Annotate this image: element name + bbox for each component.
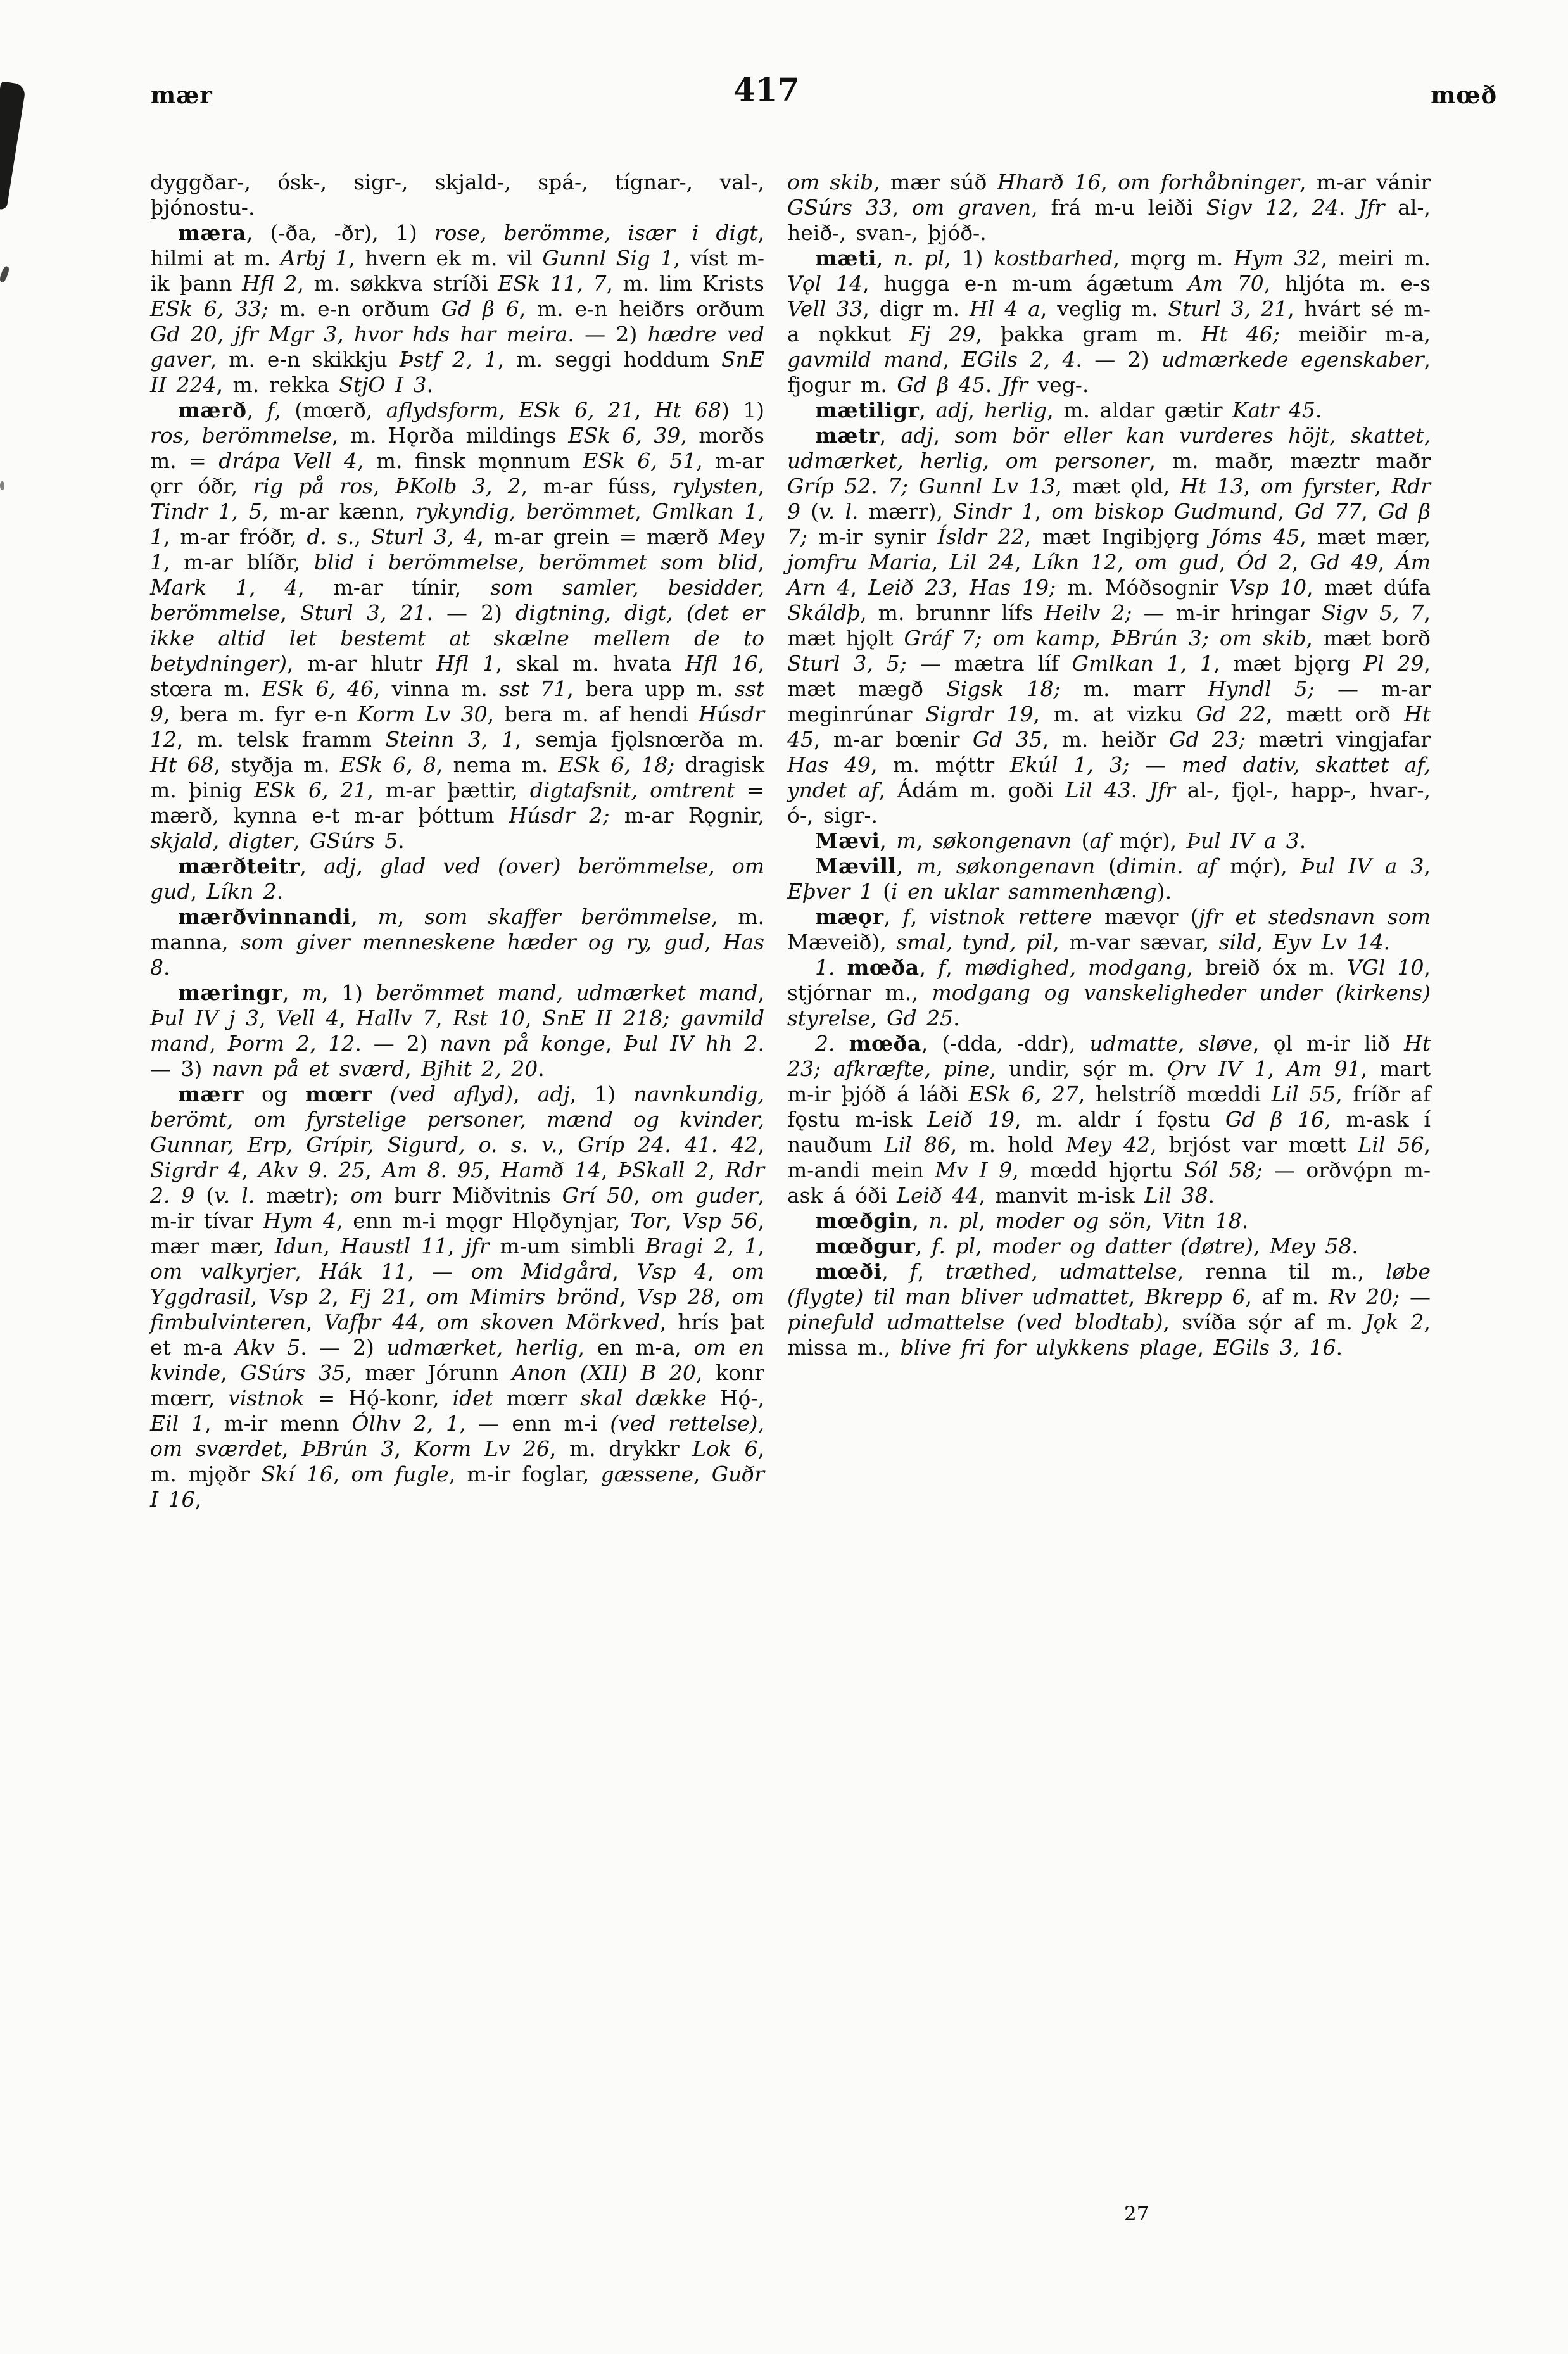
dictionary-entry: mæti, n. pl, 1) kostbarhed, mǫrg m. Hym 32, meiri m. Vǫl 14, hugga e-n m-um ágætum Am 70, hljóta m. e-s Vell 33, digr m. Hl 4 a, veglig m. Sturl 3, 21, hvárt sé m-a nǫkkut Fj 29, þakka gram m. Ht 46; meiðir m-a, gavmild mand, EGils 2, 4. — 2) udmærkede egenskaber, fjogur m. Gd β 45. Jfr veg-. — [787, 246, 1431, 397]
dictionary-entry: mœði, f, træthed, udmattelse, renna til m., løbe (flygte) til man bliver udmattet, Bkrepp 6, af m. Rv 20; — pinefuld udmattelse (ved blodtab), svíða sǫ́r af m. Jǫk 2, missa m., blive fri for ulykkens plage, EGils 3, 16. — [787, 1259, 1431, 1360]
dictionary-entry: mætiligr, adj, herlig, m. aldar gætir Katr 45. — [815, 398, 1322, 422]
dictionary-entry: mærðvinnandi, m, som skaffer berömmelse, m. manna, som giver menneskene hæder og ry, gud, Has 8. — [150, 904, 765, 980]
dictionary-entry: mærr og mœrr (ved aflyd), adj, 1) navnkundig, berömt, om fyrstelige personer, mænd og kvinder, Gunnar, Erp, Grípir, Sigurd, o. s. v., Gríp 24. 41. 42, Sigrdr 4, Akv 9. 25, Am 8. 95, Hamð 14, ÞSkall 2, Rdr 2. 9 (v. l. mætr); om burr Miðvitnis Grí 50, om guder, m-ir tívar Hym 4, enn m-i mǫgr Hlǫðynjar, Tor, Vsp 56, mær mær, Idun, Haustl 11, jfr m-um simbli Bragi 2, 1, om valkyrjer, Hák 11, — om Midgård, Vsp 4, om Yggdrasil, Vsp 2, Fj 21, om Mimirs brönd, Vsp 28, om fimbulvinteren, Vafþr 44, om skoven Mörkved, hrís þat et m-a Akv 5. — 2) udmærket, herlig, en m-a, om en kvinde, GSúrs 35, mær Jórunn Anon (XII) B 20, konr mœrr, vistnok = Hǫ́-konr, idet mœrr skal dække Hǫ́-, Eil 1, m-ir menn Ólhv 2, 1, — enn m-i (ved rettelse), om sværdet, ÞBrún 3, Korm Lv 26, m. drykkr Lok 6, m. mjǫðr Skí 16, om fugle, m-ir foglar, gæssene, Guðr I 16, — [150, 1082, 765, 1512]
scan-artifact — [0, 265, 10, 283]
dictionary-entry: Mævill, m, søkongenavn (dimin. af mǫ́r), Þul IV a 3, Eþver 1 (i en uklar sammenhæng). — [787, 854, 1431, 904]
dictionary-entry: mœðgur, f. pl, moder og datter (døtre), Mey 58. — [815, 1234, 1358, 1258]
dictionary-entry: mæǫr, f, vistnok rettere mævǫr (jfr et stedsnavn som Mæveið), smal, tynd, pil, m-var sævar, sild, Eyv Lv 14. — [787, 904, 1431, 954]
page-number: 417 — [733, 71, 800, 108]
dictionary-entry: mærðteitr, adj, glad ved (over) berömmelse, om gud, Líkn 2. — [150, 854, 764, 904]
scan-artifact — [0, 81, 26, 210]
dictionary-entry: mœðgin, n. pl, moder og sön, Vitn 18. — [815, 1208, 1249, 1233]
sheet-number: 27 — [1124, 2203, 1149, 2225]
dictionary-entry: mæra, (-ða, -ðr), 1) rose, berömme, især i digt, hilmi at m. Arbj 1, hvern ek m. vil Gunnl Sig 1, víst m-ik þann Hfl 2, m. søkkva stríði ESk 11, 7, m. lim Krists ESk 6, 33; m. e-n orðum Gd β 6, m. e-n heiðrs orðum Gd 20, jfr Mgr 3, hvor hds har meira. — 2) hædre ved gaver, m. e-n skikkju Þstf 2, 1, m. seggi hoddum SnE II 224, m. rekka StjO I 3. — [150, 220, 765, 397]
dictionary-entry: 1. mœða, f, mødighed, modgang, breið óx m. VGl 10, stjórnar m., modgang og vanskeligheder under (kirkens) styrelse, Gd 25. — [787, 955, 1431, 1030]
left-column — [150, 170, 764, 1512]
dictionary-entry: mærð, f, (mœrð, aflydsform, ESk 6, 21, Ht 68) 1) ros, berömmelse, m. Hǫrða mildings ESk 6, 39, morðs m. = drápa Vell 4, m. finsk mǫnnum ESk 6, 51, m-ar ǫrr óðr, rig på ros, ÞKolb 3, 2, m-ar fúss, rylysten, Tindr 1, 5, m-ar kænn, rykyndig, berömmet, Gmlkan 1, 1, m-ar fróðr, d. s., Sturl 3, 4, m-ar grein = mærð Mey 1, m-ar blíðr, blid i berömmelse, berömmet som blid, Mark 1, 4, m-ar tínir, som samler, besidder, berömmelse, Sturl 3, 21. — 2) digtning, digt, (det er ikke altid let bestemt at skælne mellem de to betydninger), m-ar hlutr Hfl 1, skal m. hvata Hfl 16, stœra m. ESk 6, 46, vinna m. sst 71, bera upp m. sst 9, bera m. fyr e-n Korm Lv 30, bera m. af hendi Húsdr 12, m. telsk framm Steinn 3, 1, semja fjǫlsnœrða m. Ht 68, styðja m. ESk 6, 8, nema m. ESk 6, 18; dragisk m. þinig ESk 6, 21, m-ar þættir, digtafsnit, omtrent = mærð, kynna e-t m-ar þóttum Húsdr 2; m-ar Rǫgnir, skjald, digter, GSúrs 5. — [150, 398, 765, 853]
dictionary-entry: mætr, adj, som bör eller kan vurderes höjt, skattet, udmærket, herlig, om personer, m. maðr, mæztr maðr Gríp 52. 7; Gunnl Lv 13, mæt ǫld, Ht 13, om fyrster, Rdr 9 (v. l. mærr), Sindr 1, om biskop Gudmund, Gd 77, Gd β 7; m-ir synir Ísldr 22, mæt Ingibjǫrg Jóms 45, mæt mær, jomfru Maria, Lil 24, Líkn 12, om gud, Ód 2, Gd 49, Ám Arn 4, Leið 23, Has 19; m. Móðsognir Vsp 10, mæt dúfa Skáldþ, m. brunnr lífs Heilv 2; — m-ir hringar Sigv 5, 7, mæt hjǫlt Gráf 7; om kamp, ÞBrún 3; om skib, mæt borð Sturl 3, 5; — mætra líf Gmlkan 1, 1, mæt bjǫrg Pl 29, mæt mægð Sigsk 18; m. marr Hyndl 5; — m-ar meginrúnar Sigrdr 19, m. at vizku Gd 22, mætt orð Ht 45, m-ar bœnir Gd 35, m. heiðr Gd 23; mætri vingjafar Has 49, m. mǫ́ttr Ekúl 1, 3; — med dativ, skattet af, yndet af, Ádám m. goði Lil 43. Jfr al-, fjǫl-, happ-, hvar-, ó-, sigr-. — [787, 423, 1431, 828]
dictionary-entry: mæringr, m, 1) berömmet mand, udmærket mand, Þul IV j 3, Vell 4, Hallv 7, Rst 10, SnE II 218; gavmild mand, Þorm 2, 12. — 2) navn på konge, Þul IV hh 2. — 3) navn på et sværd, Bjhit 2, 20. — [150, 980, 765, 1081]
right-column — [787, 170, 1431, 1360]
running-head-left: mær — [151, 81, 213, 109]
scan-artifact — [0, 481, 4, 490]
running-head-right: mœð — [1431, 81, 1497, 109]
dictionary-entry: dyggðar-, ósk-, sigr-, skjald-, spá-, tígnar-, val-, þjónostu-. — [150, 170, 764, 220]
dictionary-entry: 2. mœða, (-dda, -ddr), udmatte, sløve, ǫl m-ir lið Ht 23; afkræfte, pine, undir, sǫ́r m. Ǫrv IV 1, Am 91, mart m-ir þjóð á láði ESk 6, 27, helstríð mœddi Lil 55, fríðr af fǫstu m-isk Leið 19, m. aldr í fǫstu Gd β 16, m-ask í nauðum Lil 86, m. hold Mey 42, brjóst var mœtt Lil 56, m-andi mein Mv I 9, mœdd hjǫrtu Sól 58; — orðvǫ́pn m-ask á óði Leið 44, manvit m-isk Lil 38. — [787, 1031, 1431, 1208]
dictionary-entry: Mævi, m, søkongenavn (af mǫ́r), Þul IV a 3. — [815, 828, 1306, 853]
dictionary-entry: om skib, mær súð Hharð 16, om forhåbninger, m-ar vánir GSúrs 33, om graven, frá m-u leiði Sigv 12, 24. Jfr al-, heið-, svan-, þjóð-. — [787, 170, 1431, 245]
